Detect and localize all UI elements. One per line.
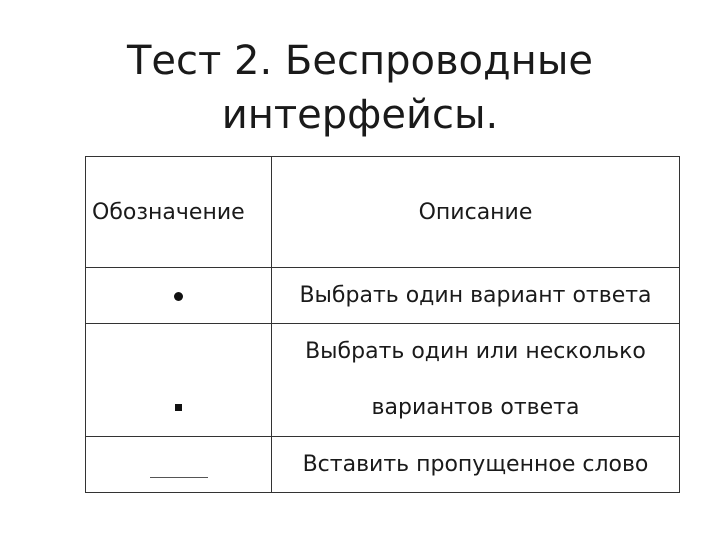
table-row — [86, 437, 680, 493]
table-row — [86, 324, 680, 437]
symbol-cell — [86, 437, 272, 493]
title-line-2: интерфейсы. — [221, 92, 499, 138]
title-line-1: Тест 2. Беспроводные — [126, 38, 594, 84]
description-cell — [272, 324, 680, 437]
description-text: Выбрать один вариант ответа — [299, 283, 652, 308]
blank-underline-icon — [150, 477, 208, 478]
description-text-line-2: вариантов ответа — [371, 395, 580, 420]
symbol-cell — [86, 268, 272, 324]
symbol-cell — [86, 324, 272, 437]
symbol-legend-table — [85, 156, 680, 493]
table-row — [86, 268, 680, 324]
description-cell — [272, 437, 680, 493]
page-title — [0, 34, 720, 142]
description-text-line-1: Выбрать один или несколько — [305, 339, 646, 364]
header-designation: Обозначение — [86, 157, 272, 268]
filled-square-bullet-icon — [175, 404, 182, 411]
description-text: Вставить пропущенное слово — [302, 452, 649, 477]
filled-circle-bullet-icon — [174, 292, 183, 301]
table-header-row — [86, 157, 680, 268]
description-cell — [272, 268, 680, 324]
header-description: Описание — [272, 157, 680, 268]
